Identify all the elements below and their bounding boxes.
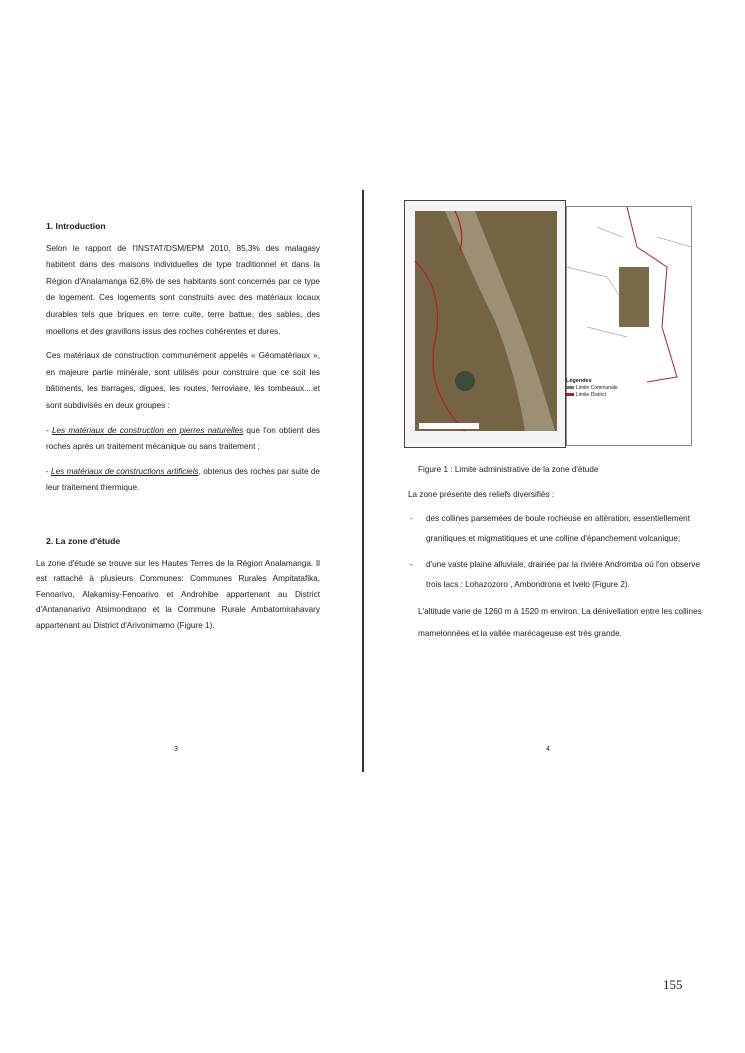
paragraph: Ces matériaux de construction communément appelés « Géomatériaux », en majeure partie minérale, sont utilisés pour construire que ce soit les bâtiments, les barrages, digues, les routes, ferroviaire, les tombeaux....et sont subdivisés en deux groupes : bbox=[46, 351, 320, 410]
paragraph: L'altitude varie de 1260 m à 1520 m environ. La dénivellation entre les collines mamelonnées et la vallée marécageuse est très grande. bbox=[418, 607, 702, 639]
paragraph: La zone présente des reliefs diversifiés : bbox=[408, 489, 555, 499]
emphasis: Les matériaux de constructions artificiels bbox=[51, 466, 199, 476]
list-item: - d'une vaste plaine alluviale, drainée par la rivière Andromba où l'on observe trois lacs : Lohazozoro , Ambondrona et Ivelo (Figure 2). bbox=[404, 555, 704, 595]
left-page bbox=[36, 218, 320, 641]
right-page bbox=[404, 462, 704, 645]
paragraph: - Les matériaux de construction en pierres naturelles que l'on obtient des roches après un traitement mécanique ou sans traitement ; bbox=[46, 425, 320, 452]
emphasis: Les matériaux de construction en pierres naturelles bbox=[51, 425, 244, 435]
legend-title: Légendes bbox=[566, 378, 592, 384]
page-number-left: 3 bbox=[174, 746, 178, 753]
map-legend bbox=[566, 378, 618, 399]
page-number: 155 bbox=[663, 977, 683, 992]
paragraph: - Les matériaux de constructions artificiels, obtenus des roches par suite de leur traitement thermique. bbox=[46, 466, 320, 493]
paragraph: Selon le rapport de l'INSTAT/DSM/EPM 2010, 85,3% des malagasy habitent dans des maisons individuelles de type traditionnel et dans la Région d'Analamanga 62,6% de ses habitants sont concernés par ce type de logement. Ces logements sont construits avec des matériaux locaux durables tels que briques en terre cuite, terre battue, des sables, des moellons et des gravillons issus des roches cohérentes et dures. bbox=[46, 243, 320, 336]
text: que l'on obtient des roches après un traitement mécanique ou sans traitement ; bbox=[46, 425, 320, 452]
column-divider bbox=[362, 190, 364, 772]
bullet-list bbox=[404, 509, 704, 595]
figure-caption: Figure 1 : Limite administrative de la zone d'étude bbox=[418, 465, 599, 474]
satellite-map-image bbox=[404, 200, 566, 448]
heading-zone: 2. La zone d'étude bbox=[46, 535, 121, 546]
location-map bbox=[566, 206, 692, 446]
legend-item: Limite District bbox=[566, 392, 618, 399]
page-number-right: 4 bbox=[546, 746, 550, 753]
legend-item: Limite Communale bbox=[566, 385, 618, 392]
paragraph: La zone d'étude se trouve sur les Hautes Terres de la Région Analamanga. Il est rattaché à plusieurs Communes: Communes Rurales Ampitatafika, Fenoarivo, Alakamisy-Fenoarivo et Androhibe appartenant au District d'Antananarivo Atsimondrano et la Commune Rurale Ambatomirahavary appartenant au District d'Arivonimamo (Figure 1). bbox=[36, 558, 320, 630]
heading-introduction: 1. Introduction bbox=[46, 221, 106, 231]
list-item: - des collines parsemées de boule rocheuse en altération, essentiellement granitiques et migmatitiques et une colline d'épanchement volcanique; bbox=[404, 509, 704, 549]
text: , obtenus des roches par suite de leur traitement thermique. bbox=[46, 466, 320, 493]
